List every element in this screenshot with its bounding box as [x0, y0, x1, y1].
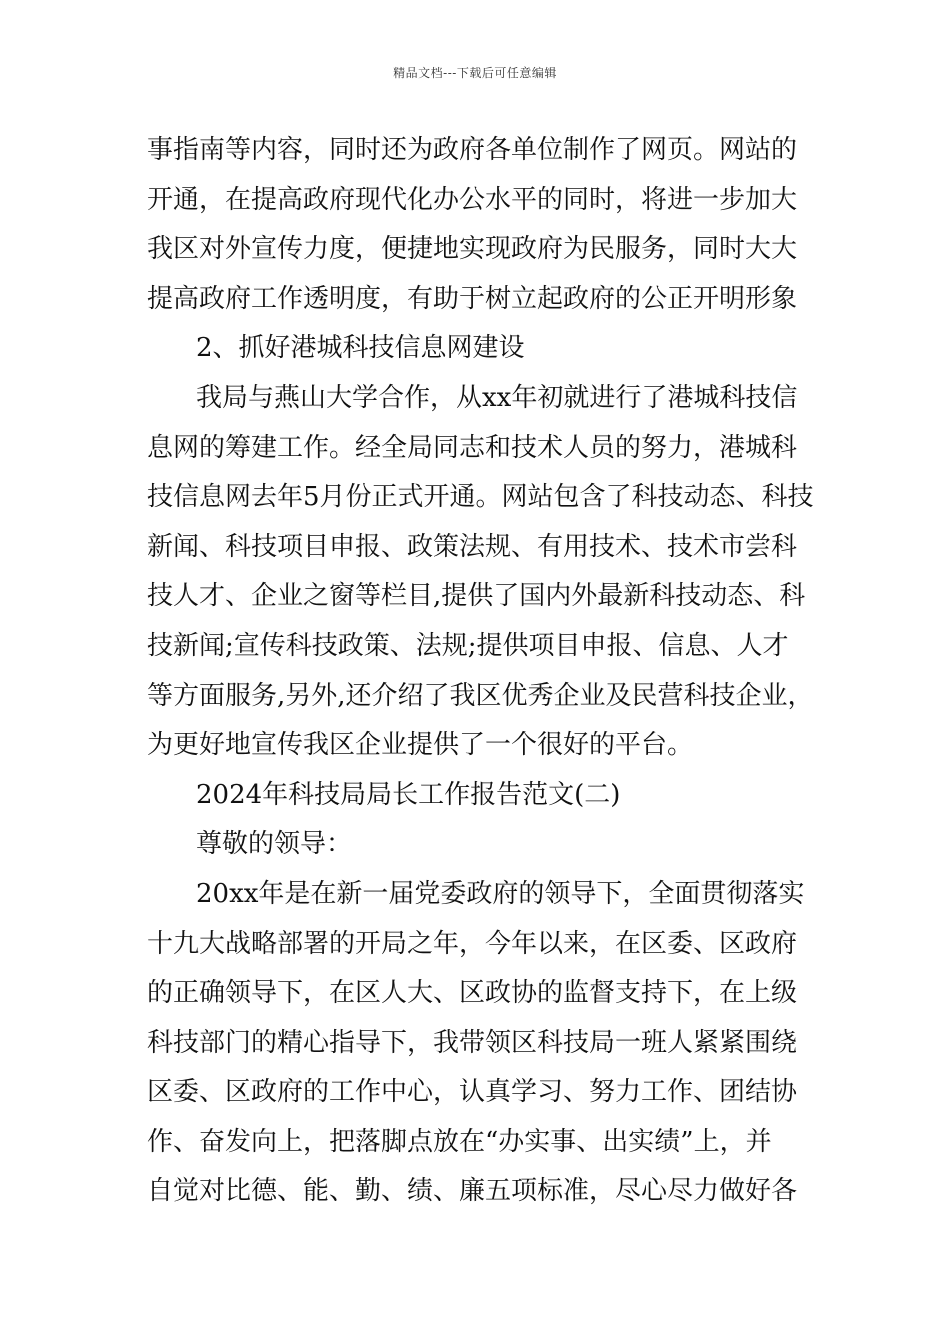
text-line: 技新闻;宣传科技政策、法规;提供项目申报、信息、人才: [147, 630, 789, 661]
text-line: 科技部门的精心指导下，我带领区科技局一班人紧紧围绕: [147, 1027, 798, 1058]
text-line: 技信息网去年5月份正式开通。网站包含了科技动态、科技: [147, 482, 814, 513]
text-line: 新闻、科技项目申报、政策法规、有用技术、技术市尝科: [147, 531, 798, 562]
text-line: 技人才、企业之窗等栏目,提供了国内外最新科技动态、科: [147, 581, 806, 612]
text-line: 的正确领导下，在区人大、区政协的监督支持下，在上级: [147, 978, 798, 1009]
text-line: 作、奋发向上，把落脚点放在“办实事、出实绩”上，并: [147, 1126, 772, 1157]
text-line: 为更好地宣传我区企业提供了一个很好的平台。: [147, 730, 694, 761]
text-line: 十九大战略部署的开局之年，今年以来，在区委、区政府: [147, 928, 798, 959]
text-line: 等方面服务,另外,还介绍了我区优秀企业及民营科技企业，: [147, 680, 814, 711]
text-line: 息网的筹建工作。经全局同志和技术人员的努力，港城科: [147, 432, 798, 463]
text-line: 20xx年是在新一届党委政府的领导下，全面贯彻落实: [196, 878, 805, 909]
text-line: 提高政府工作透明度，有助于树立起政府的公正开明形象: [147, 283, 798, 314]
text-line: 我局与燕山大学合作，从xx年初就进行了港城科技信: [196, 382, 798, 413]
text-line: 区委、区政府的工作中心，认真学习、努力工作、团结协: [147, 1077, 798, 1108]
text-line: 2、抓好港城科技信息网建设: [196, 333, 525, 364]
text-line: 自觉对比德、能、勤、绩、廉五项标准，尽心尽力做好各: [147, 1176, 798, 1207]
page-header: 精品文档---下载后可任意编辑: [393, 66, 557, 80]
text-line: 开通，在提高政府现代化办公水平的同时，将进一步加大: [147, 184, 798, 215]
text-line: 事指南等内容，同时还为政府各单位制作了网页。网站的: [147, 135, 798, 165]
text-line: 我区对外宣传力度，便捷地实现政府为民服务，同时大大: [147, 234, 798, 265]
text-line: 尊敬的领导：: [196, 829, 353, 860]
document-body: [147, 126, 827, 1217]
text-line: 2024年科技局局长工作报告范文(二): [196, 779, 621, 810]
